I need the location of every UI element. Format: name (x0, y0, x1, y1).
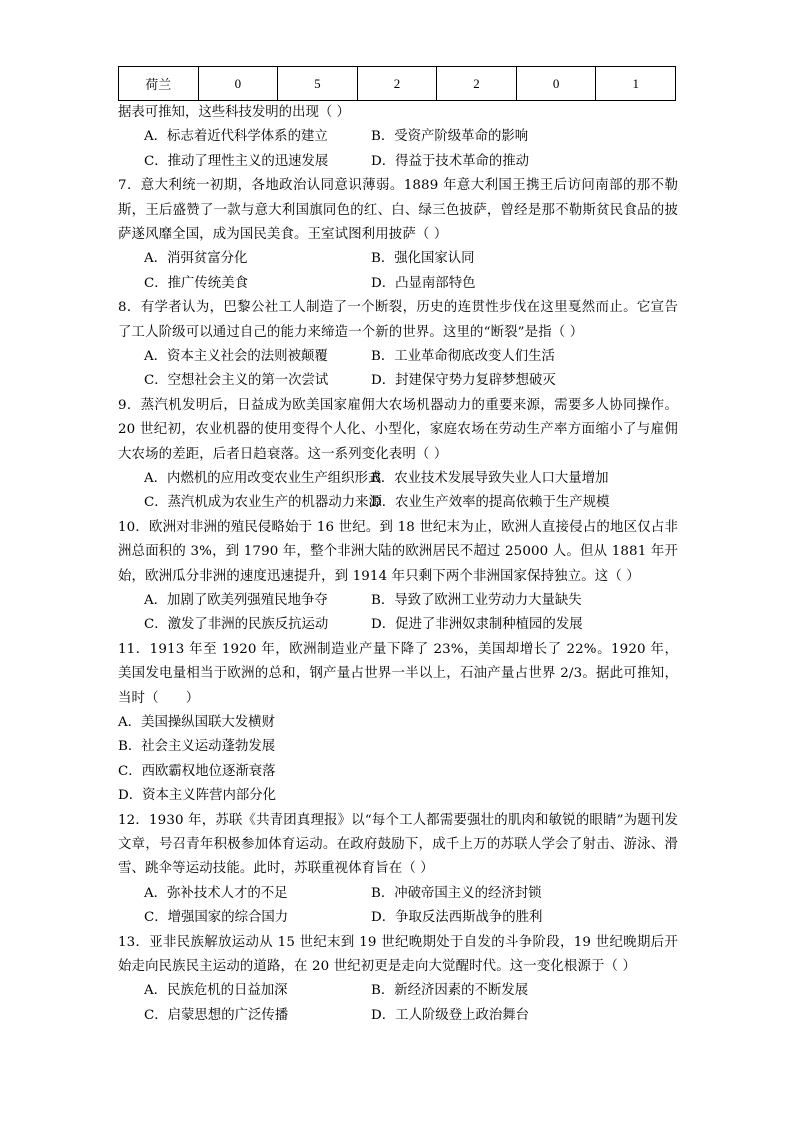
option-c: C．蒸汽机成为农业生产的机器动力来源 (144, 495, 382, 511)
options-row (118, 1004, 678, 1028)
option-a: A．弥补技术人才的不足 (144, 885, 288, 901)
question-12 (118, 809, 678, 931)
question-stem: 据表可推知，这些科技发明的出现（ ） (118, 105, 350, 120)
question-stem: 10．欧洲对非洲的殖民侵略始于 16 世纪。到 18 世纪末为止，欧洲人直接侵占的地区仅占非洲总面积的 3%，到 1790 年，整个非洲大陆的欧洲居民不超过 25000 人。但从 1881 年开始，欧洲瓜分非洲的速度迅速提升，到 1914 年只剩下两个非洲国家保持独立。这（ ） (118, 519, 678, 584)
option-d: D．促进了非洲奴隶制种植园的发展 (371, 617, 583, 633)
option-c: C．推广传统美食 (144, 275, 248, 291)
table-cell: 0 (198, 67, 278, 101)
option-a: A．民族危机的日益加深 (144, 983, 288, 999)
options-row (118, 369, 678, 393)
option-d: D．争取反法西斯战争的胜利 (371, 910, 543, 926)
table-cell: 2 (357, 67, 437, 101)
options-row (118, 247, 678, 271)
option-b: B．社会主义运动蓬勃发展 (118, 739, 276, 755)
table-cell-country: 荷兰 (119, 67, 199, 101)
option-c: C．西欧霸权地位逐渐衰落 (118, 763, 276, 779)
options-row (118, 979, 678, 1003)
table-cell: 0 (516, 67, 596, 101)
option-c: C．空想社会主义的第一次尝试 (144, 373, 329, 389)
table-row (119, 67, 676, 101)
option-b: B．工业革命彻底改变人们生活 (371, 348, 555, 364)
question-6 (118, 101, 678, 174)
question-7 (118, 174, 678, 296)
option-b: B．导致了欧洲工业劳动力大量缺失 (371, 592, 582, 608)
options-row (118, 906, 678, 930)
option-d: D．工人阶级登上政治舞台 (371, 1007, 530, 1023)
table-cell: 2 (437, 67, 517, 101)
question-stem: 11．1913 年至 1920 年，欧洲制造业产量下降了 23%，美国却增长了 22%。1920 年，美国发电量相当于欧洲的总和，钢产量占世界一半以上，石油产量占世界 2/3。据此可推知，当时（ ） (118, 641, 678, 706)
question-13 (118, 931, 678, 1029)
question-9 (118, 394, 678, 516)
options-row (118, 345, 678, 369)
options-row (118, 150, 678, 174)
option-d: D．资本主义阵营内部分化 (118, 788, 277, 804)
question-8 (118, 296, 678, 394)
option-b: B．受资产阶级革命的影响 (371, 129, 529, 145)
option-a: A．资本主义社会的法则被颠覆 (144, 348, 328, 364)
question-stem: 13．亚非民族解放运动从 15 世纪末到 19 世纪晚期处于自发的斗争阶段，19 世纪晚期后开始走向民族民主运动的道路，在 20 世纪初更是走向大觉醒时代。这一变化根源于（ ） (118, 934, 678, 974)
data-table (118, 66, 676, 101)
question-stem: 12．1930 年，苏联《共青团真理报》以“每个工人都需要强壮的肌肉和敏锐的眼睛”为题刊发文章，号召青年积极参加体育运动。在政府鼓励下，成千上万的苏联人学会了射击、游泳、滑雪、跳伞等运动技能。此时，苏联重视体育旨在（ ） (118, 812, 678, 877)
options-row (118, 882, 678, 906)
option-a: A．标志着近代科学体系的建立 (144, 129, 328, 145)
options-row (118, 491, 678, 515)
options-row (118, 125, 678, 149)
question-10 (118, 516, 678, 638)
options-row (118, 589, 678, 613)
table-cell: 1 (596, 67, 676, 101)
options-row (118, 467, 678, 491)
question-stem: 9．蒸汽机发明后，日益成为欧美国家雇佣大农场机器动力的重要来源，需要多人协同操作。20 世纪初，农业机器的使用变得个人化、小型化，家庭农场在劳动生产率方面缩小了与雇佣大农场的差距，后者日趋衰落。这一系列变化表明（ ） (118, 397, 678, 462)
exam-page (118, 66, 678, 1028)
option-b: B．农业技术发展导致失业人口大量增加 (371, 470, 609, 486)
option-d: D．得益于技术革命的推动 (371, 153, 530, 169)
option-a: A．加剧了欧美列强殖民地争夺 (144, 592, 328, 608)
option-a: A．消弭贫富分化 (144, 251, 248, 267)
option-c: C．增强国家的综合国力 (144, 910, 289, 926)
question-stem: 8．有学者认为，巴黎公社工人制造了一个断裂，历史的连贯性步伐在这里戛然而止。它宣告了工人阶级可以通过自己的能力来缔造一个新的世界。这里的“断裂”是指（ ） (118, 300, 678, 340)
option-d: D．农业生产效率的提高依赖于生产规模 (371, 495, 610, 511)
question-stem: 7．意大利统一初期，各地政治认同意识薄弱。1889 年意大利国王携王后访问南部的那不勒斯，王后盛赞了一款与意大利国旗同色的红、白、绿三色披萨，曾经是那不勒斯贫民食品的披萨遂风靡全国，成为国民美食。王室试图利用披萨（ ） (118, 178, 678, 242)
table-cell: 5 (278, 67, 358, 101)
option-b: B．强化国家认同 (371, 251, 475, 267)
option-d: D．封建保守势力复辟梦想破灭 (371, 373, 556, 389)
option-c: C．启蒙思想的广泛传播 (144, 1007, 289, 1023)
option-b: B．冲破帝国主义的经济封锁 (371, 885, 542, 901)
option-a: A．内燃机的应用改变农业生产组织形式 (144, 470, 382, 486)
option-d: D．凸显南部特色 (371, 275, 476, 291)
options-row (118, 272, 678, 296)
option-c: C．激发了非洲的民族反抗运动 (144, 617, 329, 633)
options-row (118, 613, 678, 637)
option-a: A．美国操纵国联大发横财 (118, 714, 275, 730)
question-11 (118, 638, 678, 809)
option-b: B．新经济因素的不断发展 (371, 983, 529, 999)
option-c: C．推动了理性主义的迅速发展 (144, 153, 329, 169)
